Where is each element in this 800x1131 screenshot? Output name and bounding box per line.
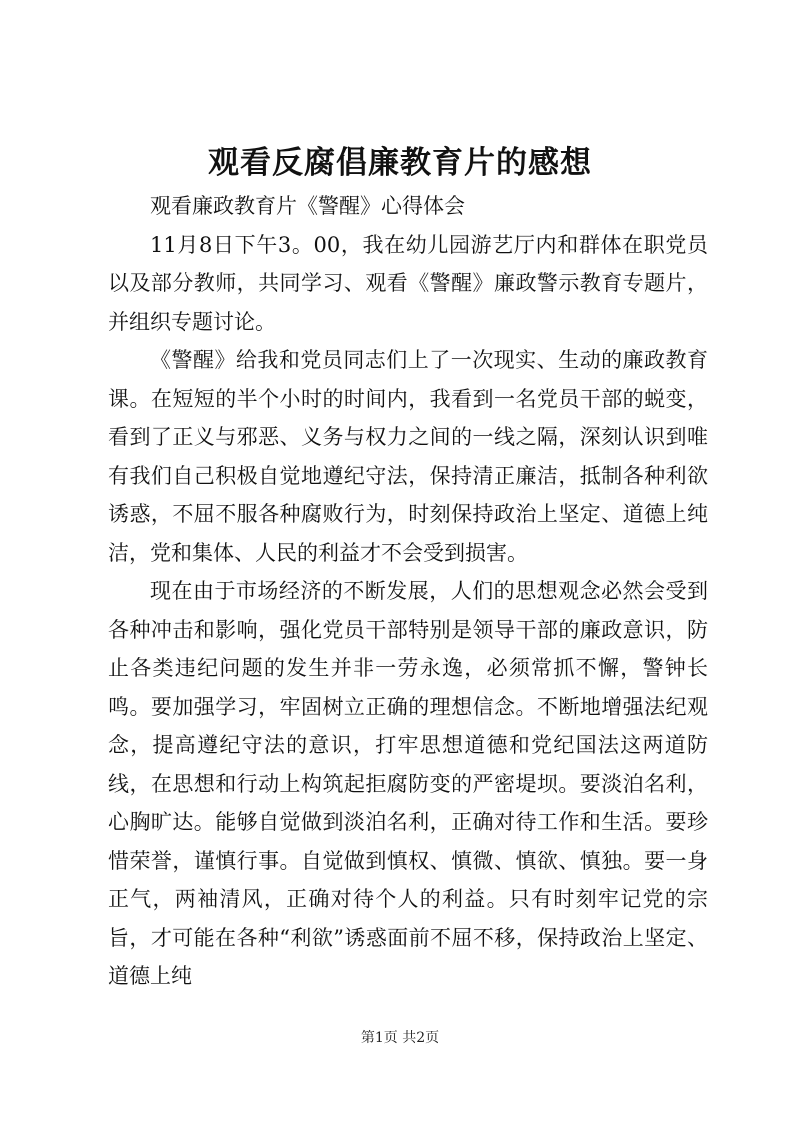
document-title: 观看反腐倡廉教育片的感想 (208, 145, 592, 181)
paragraph-1: 11月8日下午3。00，我在幼儿园游艺厅内和群体在职党员以及部分教师，共同学习、观看《警醒》廉政警示教育专题片，并组织专题讨论。 (108, 232, 708, 334)
paragraph-3: 现在由于市场经济的不断发展，人们的思想观念必然会受到各种冲击和影响，强化党员干部特别是领导干部的廉政意识，防止各类违纪问题的发生并非一劳永逸，必须常抓不懈，警钟长鸣。要加强学习，牢固树立正确的理想信念。不断地增强法纪观念，提高遵纪守法的意识，打牢思想道德和党纪国法这两道防线，在思想和行动上构筑起拒腐防变的严密堤坝。要淡泊名利，心胸旷达。能够自觉做到淡泊名利，正确对待工作和生活。要珍惜荣誉，谨慎行事。自觉做到慎权、慎微、慎欲、慎独。要一身正气，两袖清风，正确对待个人的利益。只有时刻牢记党的宗旨，才可能在各种“利欲”诱惑面前不屈不移，保持政治上坚定、道德上纯 (108, 579, 708, 988)
page-footer: 第1页 共2页 (360, 1030, 440, 1046)
paragraph-2: 《警醒》给我和党员同志们上了一次现实、生动的廉政教育课。在短短的半个小时的时间内，我看到一名党员干部的蜕变，看到了正义与邪恶、义务与权力之间的一线之隔，深刻认识到唯有我们自己积极自觉地遵纪守法，保持清正廉洁，抵制各种利欲诱惑，不屈不服各种腐败行为，时刻保持政治上坚定、道德上纯洁，党和集体、人民的利益才不会受到损害。 (108, 348, 708, 565)
document-body (108, 187, 708, 996)
paragraph-subtitle: 观看廉政教育片《警醒》心得体会 (150, 194, 465, 218)
